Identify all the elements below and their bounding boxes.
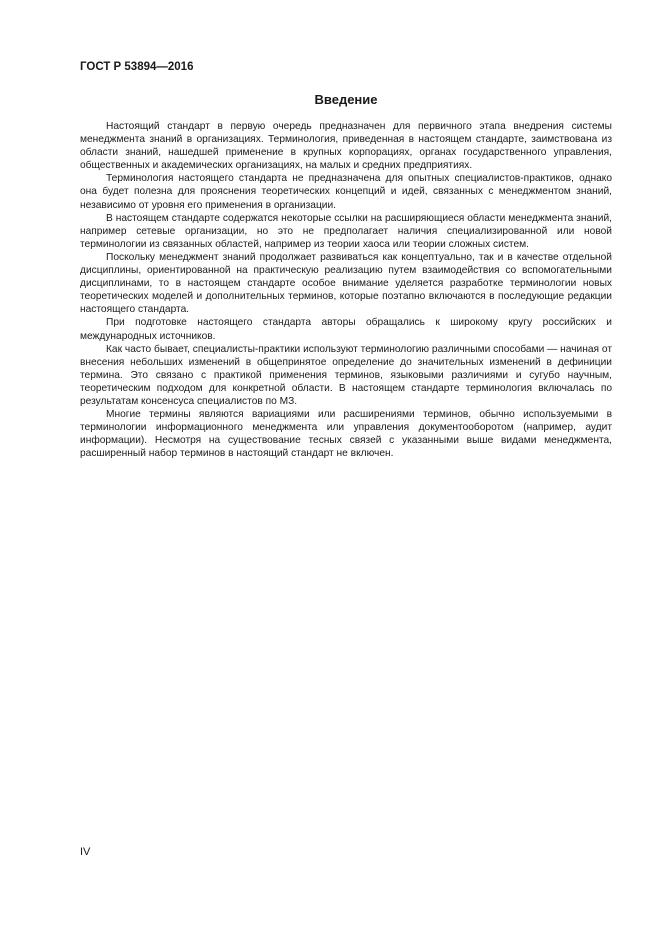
page-number: IV <box>80 846 91 858</box>
paragraph: Настоящий стандарт в первую очередь предназначен для первичного этапа внедрения системы менеджмента знаний в организациях. Терминология, приведенная в настоящем стандарте, заимствована из области знаний, нашедшей применение в крупных корпорациях, органах государственного управления, общественных и академических организациях, на малых и средних предприятиях. <box>80 121 612 172</box>
document-header: ГОСТ Р 53894—2016 <box>80 61 194 73</box>
paragraph: При подготовке настоящего стандарта авторы обращались к широкому кругу российских и международных источников. <box>80 317 612 342</box>
body-text <box>80 120 612 460</box>
paragraph: Как часто бывает, специалисты-практики используют терминологию различными способами — начиная от внесения небольших изменений в общепринятое определение до значительных изменений в дефиниции термина. Это связано с практикой применения терминов, языковыми различиями и сугубо научным, теоретическим подходом для конкретной области. В настоящем стандарте терминология включалась по результатам консенсуса специалистов по МЗ. <box>80 343 612 407</box>
paragraph: Многие термины являются вариациями или расширениями терминов, обычно используемыми в терминологии информационного менеджмента или управления документооборотом (например, аудит информации). Несмотря на существование тесных связей с указанными выше видами менеджмента, расширенный набор терминов в настоящий стандарт не включен. <box>80 409 612 460</box>
paragraph: В настоящем стандарте содержатся некоторые ссылки на расширяющиеся области менеджмента знаний, например сетевые организации, но это не предполагает наличия специализированной или новой терминологии из связанных областей, например из теории хаоса или теории сложных систем. <box>80 212 612 250</box>
section-title: Введение <box>314 92 378 107</box>
paragraph: Терминология настоящего стандарта не предназначена для опытных специалистов-практиков, однако она будет полезна для прояснения теоретических концепций и идей, связанных с менеджментом знаний, независимо от уровня его применения в организации. <box>80 173 612 211</box>
paragraph: Поскольку менеджмент знаний продолжает развиваться как концептуально, так и в качестве отдельной дисциплины, ориентированной на практическую реализацию путем взаимодействия со вспомогательными дисциплинами, то в настоящем стандарте особое внимание уделяется разработке терминологии новых теоретических моделей и дополнительных терминов, которые поэтапно включаются в последующие редакции настоящего стандарта. <box>80 251 612 316</box>
